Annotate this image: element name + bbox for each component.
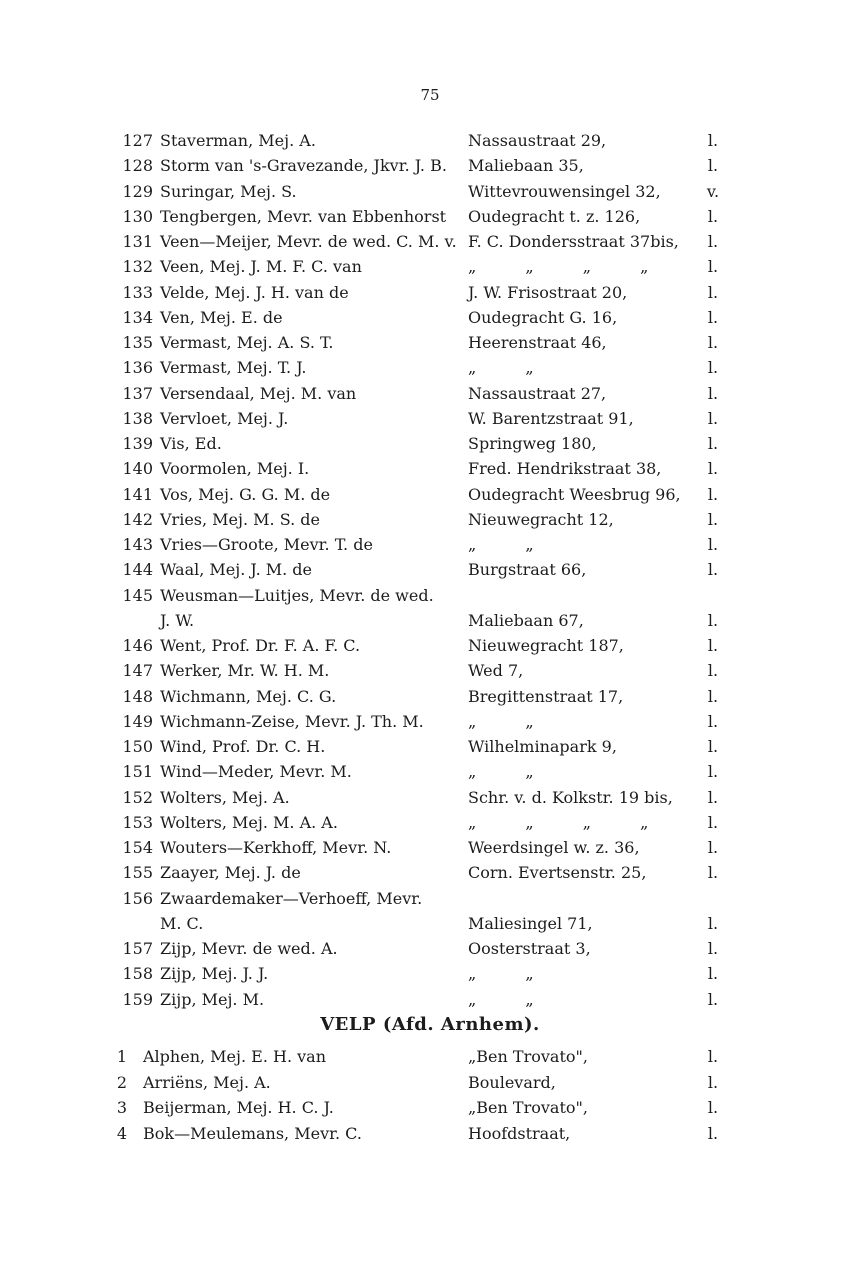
- entry-address: Nassaustraat 27,: [468, 383, 607, 403]
- entry-name: Wind—Meder, Mevr. M.: [160, 762, 352, 782]
- entry-number: 151: [122, 762, 153, 782]
- entry-kind: l.: [707, 535, 719, 554]
- entry-address: Nieuwegracht 187,: [468, 636, 624, 655]
- list-item: [0, 886, 860, 911]
- entry-name: Wolters, Mej. A.: [160, 787, 290, 807]
- entry-address: „ „: [468, 964, 556, 984]
- list-item: [0, 557, 860, 582]
- entry-name: Wouters—Kerkhoff, Mevr. N.: [160, 838, 392, 857]
- entry-name: Vis, Ed.: [160, 434, 222, 453]
- entry-name: Wichmann, Mej. C. G.: [160, 686, 337, 706]
- list-item: [0, 759, 860, 784]
- entry-address: Schr. v. d. Kolkstr. 19 bis,: [468, 787, 673, 807]
- list-item: [0, 482, 860, 507]
- entry-number: 152: [122, 787, 153, 807]
- list-item: [0, 860, 860, 885]
- entry-number: 156: [122, 888, 153, 908]
- entry-address: Springweg 180,: [468, 434, 597, 453]
- entry-address: Maliebaan 67,: [468, 610, 584, 630]
- entry-address: „ „ „ „: [468, 257, 671, 277]
- entry-address: „ „: [468, 989, 556, 1009]
- entry-name: Waal, Mej. J. M. de: [160, 560, 313, 580]
- entry-name: Went, Prof. Dr. F. A. F. C.: [160, 636, 361, 655]
- entry-name: M. C.: [160, 913, 204, 933]
- entry-number: 132: [122, 257, 153, 277]
- list-item: [0, 204, 860, 229]
- entry-number: 2: [116, 1072, 127, 1092]
- entry-number: 144: [122, 560, 153, 580]
- section-heading: VELP (Afd. Arnhem).: [320, 1014, 540, 1035]
- entry-address: Wed 7,: [468, 661, 524, 681]
- entry-name: Velde, Mej. J. H. van de: [160, 282, 349, 302]
- entry-number: 145: [122, 585, 153, 605]
- list-item: [0, 355, 860, 380]
- entry-name: Veen—Meijer, Mevr. de wed. C. M. v.: [160, 232, 457, 251]
- entry-name: Ven, Mej. E. de: [160, 307, 283, 327]
- entry-kind: l.: [707, 762, 719, 782]
- entry-kind: l.: [707, 383, 719, 403]
- entry-number: 158: [122, 964, 153, 984]
- entry-kind: l.: [707, 636, 719, 655]
- entry-address: Weerdsingel w. z. 36,: [468, 838, 640, 857]
- entry-kind: l.: [707, 661, 719, 681]
- entry-kind: l.: [707, 358, 719, 378]
- entry-kind: l.: [707, 232, 719, 251]
- list-item: [0, 936, 860, 961]
- entry-kind: l.: [707, 560, 719, 580]
- entry-name: Wichmann-Zeise, Mevr. J. Th. M.: [160, 711, 424, 731]
- list-item: [0, 633, 860, 658]
- entry-address: Burgstraat 66,: [468, 560, 587, 580]
- entry-kind: l.: [707, 610, 719, 630]
- list-item: [0, 1070, 860, 1095]
- entry-name: Storm van 's-Gravezande, Jkvr. J. B.: [160, 156, 447, 176]
- list-item: [0, 305, 860, 330]
- entry-address: „ „ „ „: [468, 812, 671, 832]
- entry-address: „Ben Trovato",: [468, 1047, 588, 1066]
- entry-kind: l.: [707, 812, 719, 832]
- entry-number: 148: [122, 686, 153, 706]
- entry-name: Arriëns, Mej. A.: [143, 1072, 271, 1092]
- entry-name: Vermast, Mej. T. J.: [160, 358, 307, 378]
- entry-number: 139: [122, 434, 153, 453]
- entry-number: 131: [122, 232, 153, 251]
- entry-kind: l.: [707, 939, 719, 958]
- entry-name: Weusman—Luitjes, Mevr. de wed.: [160, 585, 434, 605]
- entry-kind: l.: [707, 307, 719, 327]
- list-item: [0, 507, 860, 532]
- entry-address: Oudegracht G. 16,: [468, 307, 618, 327]
- entry-number: 143: [122, 535, 153, 554]
- entry-name: Vries, Mej. M. S. de: [160, 509, 320, 529]
- entry-kind: l.: [707, 282, 719, 302]
- list-item: [0, 835, 860, 860]
- list-item: [0, 1044, 860, 1069]
- entry-kind: l.: [707, 737, 719, 756]
- entry-kind: l.: [707, 1072, 719, 1092]
- list-item: [0, 608, 860, 633]
- list-item: [0, 153, 860, 178]
- entry-address: Oudegracht Weesbrug 96,: [468, 484, 681, 504]
- entry-kind: l.: [707, 408, 719, 428]
- entry-address: Heerenstraat 46,: [468, 333, 607, 352]
- entry-address: Maliebaan 35,: [468, 156, 584, 176]
- entry-kind: l.: [707, 1098, 719, 1117]
- entry-address: Nassaustraat 29,: [468, 131, 607, 150]
- entry-number: 150: [122, 737, 153, 756]
- entry-number: 1: [116, 1047, 127, 1066]
- entry-kind: l.: [707, 257, 719, 277]
- list-item: [0, 987, 860, 1012]
- entry-address: W. Barentzstraat 91,: [468, 408, 634, 428]
- entry-number: 137: [122, 383, 153, 403]
- entry-number: 128: [122, 156, 153, 176]
- entry-name: Zwaardemaker—Verhoeff, Mevr.: [160, 888, 423, 908]
- entry-kind: l.: [707, 206, 719, 226]
- entry-number: 153: [122, 812, 153, 832]
- entry-number: 140: [122, 459, 153, 479]
- entry-kind: v.: [706, 181, 720, 201]
- list-item: [0, 583, 860, 608]
- entry-kind: l.: [707, 913, 719, 933]
- entry-name: Suringar, Mej. S.: [160, 181, 297, 201]
- entry-kind: l.: [707, 131, 719, 150]
- entry-name: Zaayer, Mej. J. de: [160, 863, 301, 883]
- list-item: [0, 532, 860, 557]
- entry-address: Oosterstraat 3,: [468, 939, 591, 958]
- entry-address: Boulevard,: [468, 1072, 556, 1092]
- entry-number: 3: [116, 1098, 127, 1117]
- list-item: [0, 128, 860, 153]
- list-item: [0, 330, 860, 355]
- entry-number: 129: [122, 181, 153, 201]
- entry-number: 142: [122, 509, 153, 529]
- entry-kind: l.: [707, 509, 719, 529]
- entry-address: „ „: [468, 711, 556, 731]
- entry-number: 134: [122, 307, 153, 327]
- entry-kind: l.: [707, 686, 719, 706]
- entry-name: Vermast, Mej. A. S. T.: [160, 333, 334, 352]
- list-item: [0, 709, 860, 734]
- entry-number: 127: [122, 131, 153, 150]
- entry-kind: l.: [707, 156, 719, 176]
- entry-number: 133: [122, 282, 153, 302]
- entry-kind: l.: [707, 1123, 719, 1143]
- entry-number: 138: [122, 408, 153, 428]
- entry-kind: l.: [707, 838, 719, 857]
- page-number: 75: [420, 86, 440, 104]
- entry-kind: l.: [707, 711, 719, 731]
- entry-number: 147: [122, 661, 153, 681]
- entry-name: Zijp, Mevr. de wed. A.: [160, 939, 338, 958]
- entry-name: Alphen, Mej. E. H. van: [143, 1047, 327, 1066]
- entry-name: Veen, Mej. J. M. F. C. van: [160, 257, 362, 277]
- list-item: [0, 431, 860, 456]
- entry-name: Werker, Mr. W. H. M.: [160, 661, 330, 681]
- entry-address: Wilhelminapark 9,: [468, 737, 617, 756]
- list-item: [0, 785, 860, 810]
- list-item: [0, 684, 860, 709]
- list-item: [0, 1095, 860, 1120]
- entry-number: 149: [122, 711, 153, 731]
- entry-address: Corn. Evertsenstr. 25,: [468, 863, 647, 883]
- entry-name: Zijp, Mej. J. J.: [160, 964, 269, 984]
- entry-number: 130: [122, 206, 153, 226]
- entry-address: Maliesingel 71,: [468, 913, 593, 933]
- list-item: [0, 1121, 860, 1146]
- list-item: [0, 381, 860, 406]
- list-item: [0, 280, 860, 305]
- entry-name: Vos, Mej. G. G. M. de: [160, 484, 331, 504]
- entry-name: Bok—Meulemans, Mevr. C.: [143, 1123, 362, 1143]
- entry-kind: l.: [707, 484, 719, 504]
- entry-name: Voormolen, Mej. I.: [160, 459, 310, 479]
- entry-number: 4: [116, 1123, 127, 1143]
- entry-address: „ „: [468, 535, 556, 554]
- entry-name: Wolters, Mej. M. A. A.: [160, 812, 338, 832]
- entry-number: 141: [122, 484, 153, 504]
- entry-address: „ „: [468, 762, 556, 782]
- list-item: [0, 254, 860, 279]
- entry-address: Oudegracht t. z. 126,: [468, 206, 641, 226]
- list-item: [0, 406, 860, 431]
- list-item: [0, 229, 860, 254]
- entry-kind: l.: [707, 989, 719, 1009]
- entry-name: Staverman, Mej. A.: [160, 131, 316, 150]
- entry-address: Hoofdstraat,: [468, 1123, 571, 1143]
- entry-address: Fred. Hendrikstraat 38,: [468, 459, 662, 479]
- entry-kind: l.: [707, 964, 719, 984]
- entry-number: 157: [122, 939, 153, 958]
- entry-number: 159: [122, 989, 153, 1009]
- list-item: [0, 658, 860, 683]
- entry-kind: l.: [707, 863, 719, 883]
- entry-number: 135: [122, 333, 153, 352]
- entry-name: J. W.: [160, 610, 195, 630]
- entry-address: „ „: [468, 358, 556, 378]
- entry-address: F. C. Dondersstraat 37bis,: [468, 232, 679, 251]
- entry-address: Bregittenstraat 17,: [468, 686, 624, 706]
- list-item: [0, 810, 860, 835]
- entry-name: Vries—Groote, Mevr. T. de: [160, 535, 373, 554]
- list-item: [0, 911, 860, 936]
- list-item: [0, 179, 860, 204]
- entry-number: 146: [122, 636, 153, 655]
- entry-address: J. W. Frisostraat 20,: [468, 282, 628, 302]
- entry-kind: l.: [707, 333, 719, 352]
- list-item: [0, 456, 860, 481]
- entry-kind: l.: [707, 434, 719, 453]
- entry-name: Zijp, Mej. M.: [160, 989, 265, 1009]
- entry-kind: l.: [707, 1047, 719, 1066]
- entry-name: Tengbergen, Mevr. van Ebbenhorst: [160, 206, 447, 226]
- entry-kind: l.: [707, 787, 719, 807]
- entry-name: Beijerman, Mej. H. C. J.: [143, 1098, 334, 1117]
- entry-number: 136: [122, 358, 153, 378]
- entry-number: 155: [122, 863, 153, 883]
- entry-name: Wind, Prof. Dr. C. H.: [160, 737, 326, 756]
- list-item: [0, 961, 860, 986]
- entry-address: Wittevrouwensingel 32,: [468, 181, 661, 201]
- entry-kind: l.: [707, 459, 719, 479]
- entry-address: Nieuwegracht 12,: [468, 509, 614, 529]
- entry-name: Vervloet, Mej. J.: [160, 408, 289, 428]
- list-item: [0, 734, 860, 759]
- entry-number: 154: [122, 838, 153, 857]
- entry-address: „Ben Trovato",: [468, 1098, 588, 1117]
- entry-name: Versendaal, Mej. M. van: [160, 383, 357, 403]
